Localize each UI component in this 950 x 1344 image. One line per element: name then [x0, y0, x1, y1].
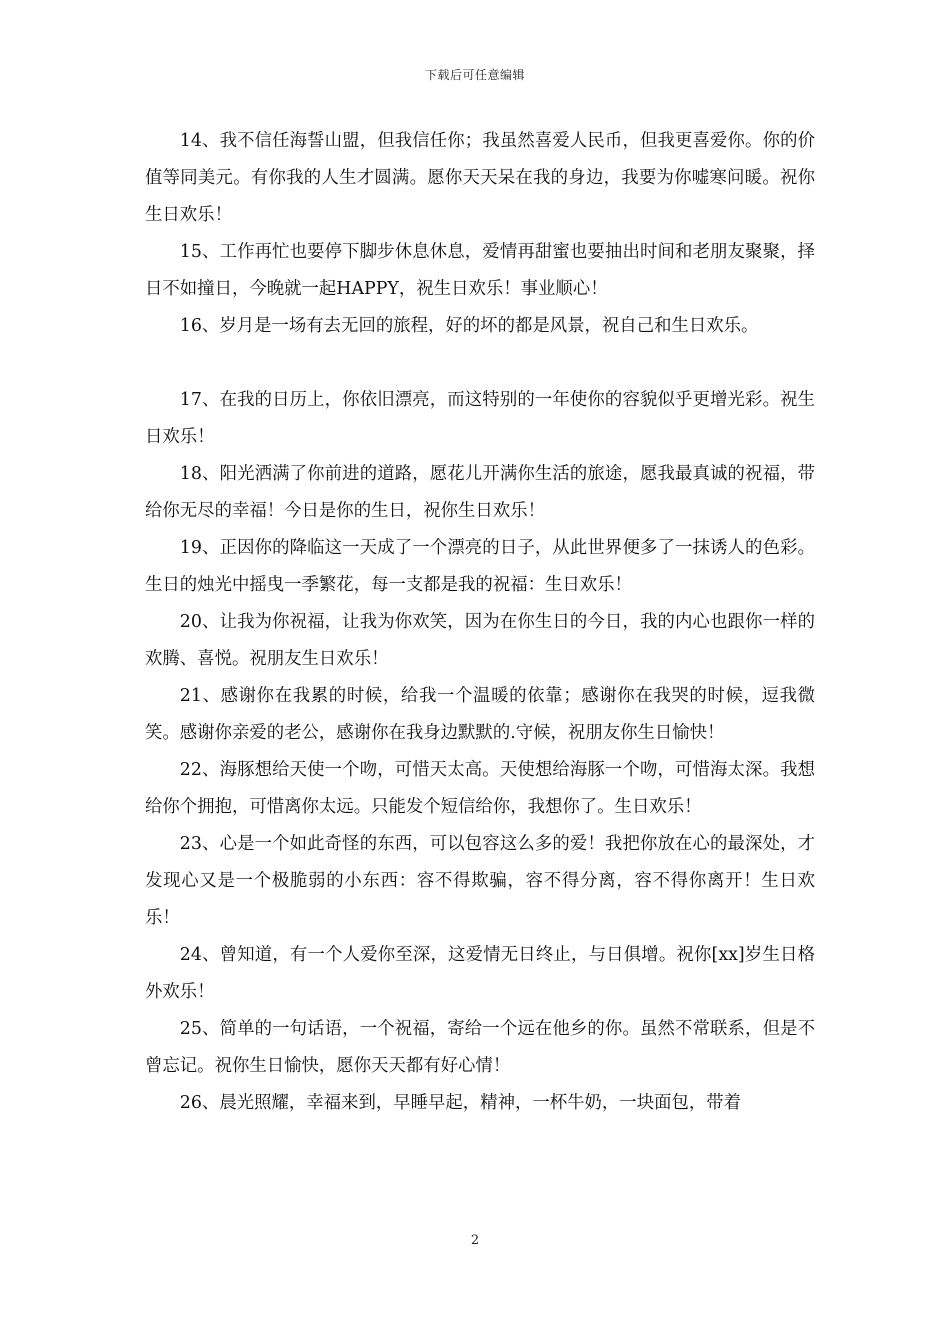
document-body — [145, 123, 815, 1122]
paragraph-16: 16、岁月是一场有去无回的旅程，好的坏的都是风景，祝自己和生日欢乐。 — [179, 316, 759, 336]
paragraph-14: 14、我不信任海誓山盟，但我信任你；我虽然喜爱人民币，但我更喜爱你。你的价值等同美元。有你我的人生才圆满。愿你天天呆在我的身边，我要为你嘘寒问暖。祝你生日欢乐！ — [145, 131, 815, 225]
page-number: 2 — [470, 1233, 480, 1248]
paragraph-17: 17、在我的日历上，你依旧漂亮，而这特别的一年使你的容貌似乎更增光彩。祝生日欢乐！ — [145, 390, 815, 447]
paragraph-26: 26、晨光照耀，幸福来到，早睡早起，精神，一杯牛奶，一块面包，带着 — [179, 1093, 742, 1113]
paragraph-20: 20、让我为你祝福，让我为你欢笑，因为在你生日的今日，我的内心也跟你一样的欢腾、喜悦。祝朋友生日欢乐！ — [145, 612, 815, 669]
paragraph-15: 15、工作再忙也要停下脚步休息休息，爱情再甜蜜也要抽出时间和老朋友聚聚，择日不如撞日，今晚就一起HAPPY，祝生日欢乐！事业顺心！ — [145, 242, 815, 299]
paragraph-23: 23、心是一个如此奇怪的东西，可以包容这么多的爱！我把你放在心的最深处，才发现心又是一个极脆弱的小东西：容不得欺骗，容不得分离，容不得你离开！生日欢乐！ — [145, 834, 815, 928]
page-header: 下载后可任意编辑 — [424, 68, 525, 82]
paragraph-19: 19、正因你的降临这一天成了一个漂亮的日子，从此世界便多了一抹诱人的色彩。生日的烛光中摇曳一季繁花，每一支都是我的祝福：生日欢乐！ — [145, 538, 815, 595]
paragraph-21: 21、感谢你在我累的时候，给我一个温暖的依靠；感谢你在我哭的时候，逗我微笑。感谢你亲爱的老公，感谢你在我身边默默的.守候，祝朋友你生日愉快！ — [145, 686, 815, 743]
paragraph-18: 18、阳光洒满了你前进的道路，愿花儿开满你生活的旅途，愿我最真诚的祝福，带给你无尽的幸福！今日是你的生日，祝你生日欢乐！ — [145, 464, 815, 521]
paragraph-22: 22、海豚想给天使一个吻，可惜天太高。天使想给海豚一个吻，可惜海太深。我想给你个拥抱，可惜离你太远。只能发个短信给你，我想你了。生日欢乐！ — [145, 760, 815, 817]
paragraph-24: 24、曾知道，有一个人爱你至深，这爱情无日终止，与日俱增。祝你[xx]岁生日格外欢乐！ — [145, 945, 815, 1002]
paragraph-25: 25、简单的一句话语，一个祝福，寄给一个远在他乡的你。虽然不常联系，但是不曾忘记。祝你生日愉快，愿你天天都有好心情！ — [145, 1019, 815, 1076]
